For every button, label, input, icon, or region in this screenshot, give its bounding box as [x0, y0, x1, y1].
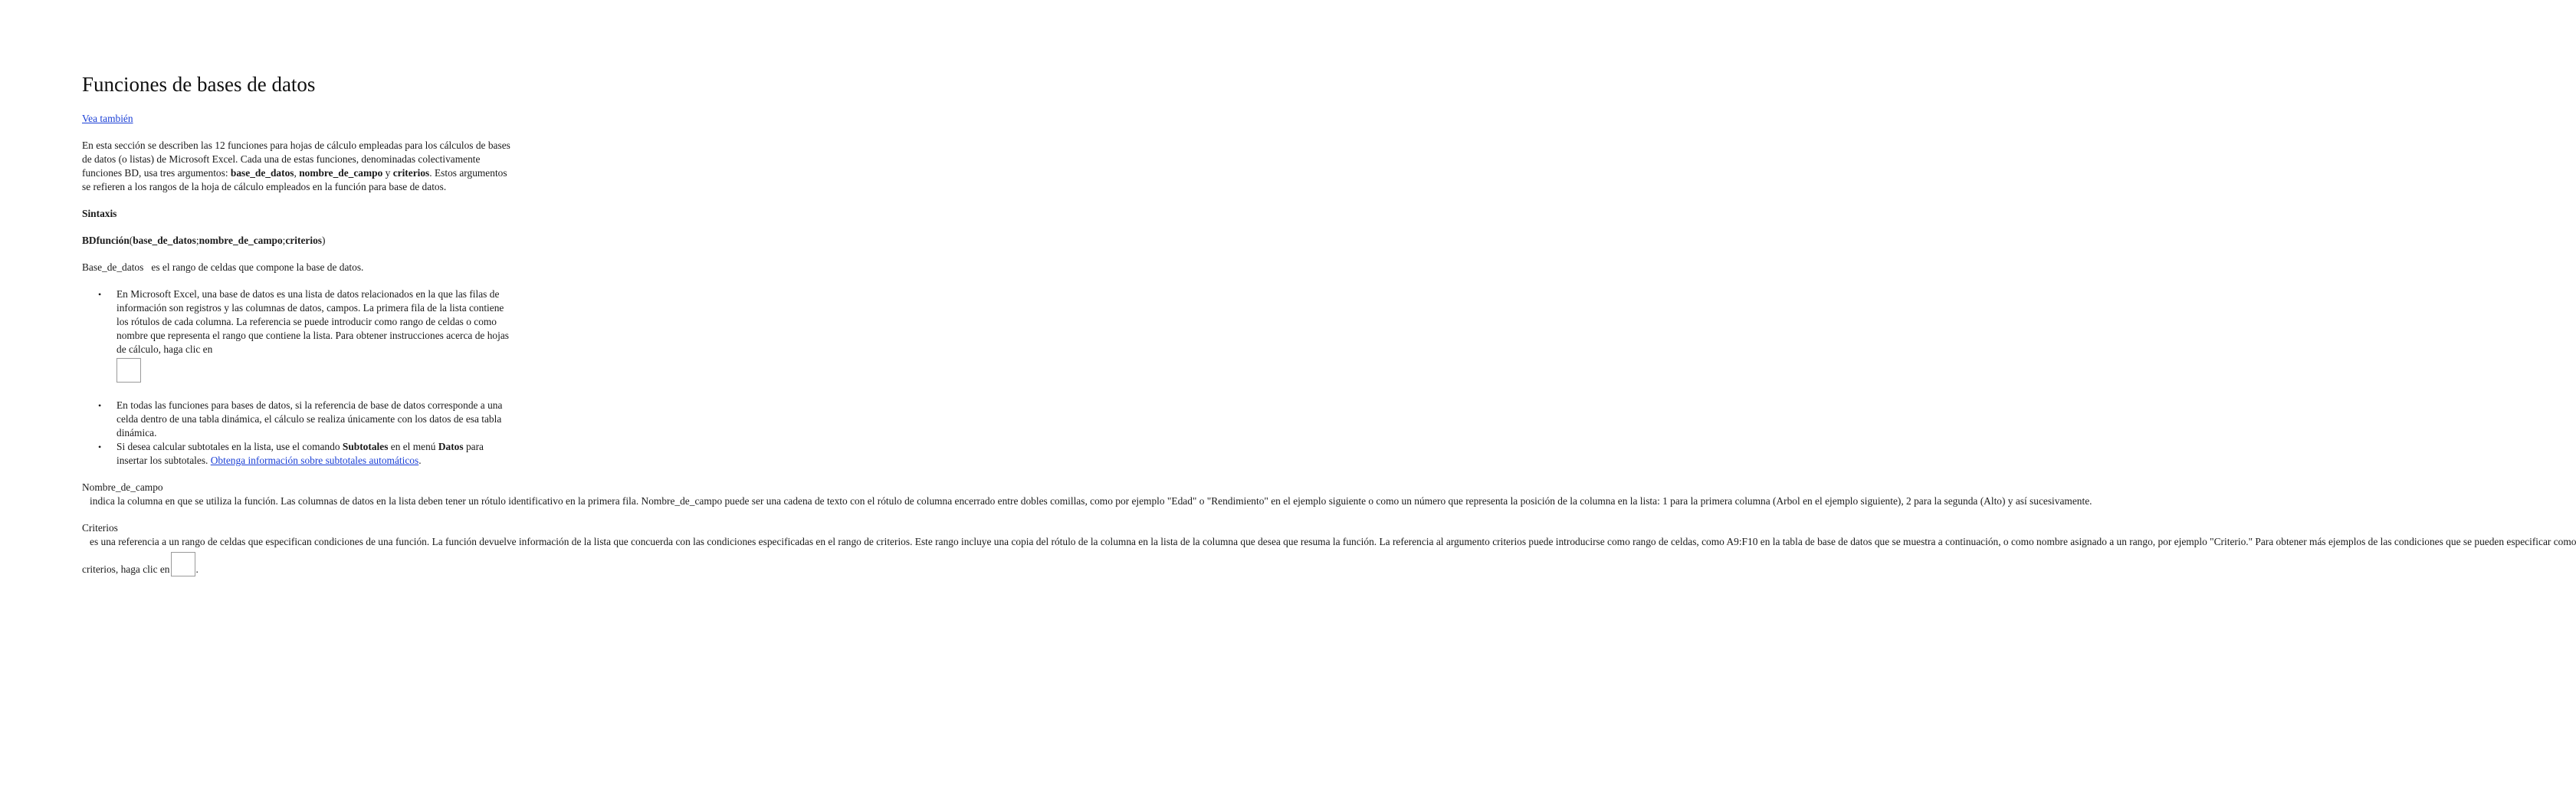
- see-also-row: [82, 112, 511, 126]
- syntax-arg-1: base_de_datos: [133, 235, 196, 246]
- intro-text-2: ,: [294, 167, 300, 179]
- subtotales-command: Subtotales: [342, 441, 389, 452]
- bullet-icon: •: [98, 442, 102, 452]
- syntax-arg-2: nombre_de_campo: [199, 235, 283, 246]
- intro-paragraph: [82, 139, 511, 194]
- list-item: [98, 399, 511, 440]
- arg-criterios: criterios: [392, 167, 430, 179]
- bullet-icon: •: [98, 400, 102, 411]
- syntax-open-paren: (: [129, 235, 133, 246]
- bullet-1-text: En Microsoft Excel, una base de datos es una lista de datos relacionados en la que las filas de información son registros y las columnas de datos, campos. La primera fila de la lista contiene los rótulos de cada columna. La referencia se puede introducir como rango de celdas o como nombre que representa el rango que contiene la lista. Para obtener instrucciones acerca de hojas de cálculo, haga clic en: [116, 288, 509, 355]
- help-button-icon[interactable]: [116, 358, 141, 383]
- subtotales-link[interactable]: Obtenga información sobre subtotales automáticos: [210, 455, 419, 466]
- intro-text-3: y: [382, 167, 393, 179]
- intro-text-1: En esta sección se describen las 12 funciones para hojas de cálculo empleadas para los cálculos de bases de datos (o listas) de Microsoft Excel. Cada una de estas funciones, denominadas colectivamente funciones BD, usa tres argumentos:: [82, 140, 510, 179]
- syntax-function: BDfunción: [82, 235, 130, 246]
- intro-text-4: . Estos argumentos se refieren a los rangos de la hoja de cálculo empleados en la función para base de datos.: [82, 167, 507, 192]
- criterios-text: es una referencia a un rango de celdas que especifican condiciones de una función. La función devuelve información de la lista que concuerda con las condiciones especificadas en el rango de criterios. Este rango incluye una copia del rótulo de la columna en la lista de la columna que desea que resuma la función. La referencia al argumento criterios puede introducirse como rango de celdas, como A9:F10 en la tabla de base de datos que se muestra a continuación, o como nombre asignado a un rango, por ejemplo "Criterio." Para obtener más ejemplos de las condiciones que se pueden especificar como: [82, 536, 2576, 547]
- syntax-close-paren: ): [322, 235, 326, 246]
- syntax-line: [82, 234, 511, 248]
- base-de-datos-text: es el rango de celdas que compone la base de datos.: [143, 261, 364, 273]
- bullet-3-text-3: para insertar los subtotales.: [116, 441, 484, 466]
- criterios-tail: criterios, haga clic en: [82, 563, 170, 575]
- arg-base-de-datos: base_de_datos: [230, 167, 294, 179]
- list-item: [98, 287, 511, 383]
- syntax-sep-2: ;: [282, 235, 286, 246]
- criterios-term: Criterios: [82, 522, 118, 534]
- bullet-3-text-1: Si desea calcular subtotales en la lista, use el comando: [116, 441, 343, 452]
- criterios-end: .: [195, 563, 199, 575]
- nombre-de-campo-definition: [82, 481, 2092, 508]
- page-title: Funciones de bases de datos: [82, 73, 316, 96]
- arg-nombre-de-campo: nombre_de_campo: [299, 167, 383, 179]
- list-item: [98, 440, 511, 468]
- nombre-de-campo-term: Nombre_de_campo: [82, 481, 163, 493]
- base-de-datos-term: Base_de_datos: [82, 261, 144, 273]
- document: [82, 71, 2576, 576]
- bullet-3-text-2: en el menú: [388, 441, 438, 452]
- datos-menu: Datos: [438, 441, 464, 452]
- syntax-sep-1: ;: [195, 235, 199, 246]
- base-de-datos-definition: [82, 261, 511, 274]
- bullet-list: [82, 287, 511, 468]
- nombre-de-campo-text: indica la columna en que se utiliza la función. Las columnas de datos en la lista deben tener un rótulo identificativo en la primera fila. Nombre_de_campo puede ser una cadena de texto con el rótulo de columna encerrado entre dobles comillas, como por ejemplo "Edad" o "Rendimiento" en el ejemplo siguiente o como un número que representa la posición de la columna en la lista: 1 para la primera columna (Arbol en el ejemplo siguiente), 2 para la segunda (Alto) y así sucesivamente.: [82, 495, 2092, 507]
- see-also-link[interactable]: Vea también: [82, 113, 133, 124]
- bullet-3-end: .: [418, 455, 422, 466]
- help-button-icon[interactable]: [171, 552, 195, 576]
- syntax-arg-3: criterios: [285, 235, 322, 246]
- criterios-definition: [82, 521, 2576, 549]
- syntax-heading: Sintaxis: [82, 208, 117, 219]
- bullet-icon: •: [98, 289, 102, 300]
- criterios-help-line: [82, 552, 511, 576]
- bullet-2-text: En todas las funciones para bases de datos, si la referencia de base de datos corresponde a una celda dentro de una tabla dinámica, el cálculo se realiza únicamente con los datos de esa tabla dinámica.: [116, 399, 503, 438]
